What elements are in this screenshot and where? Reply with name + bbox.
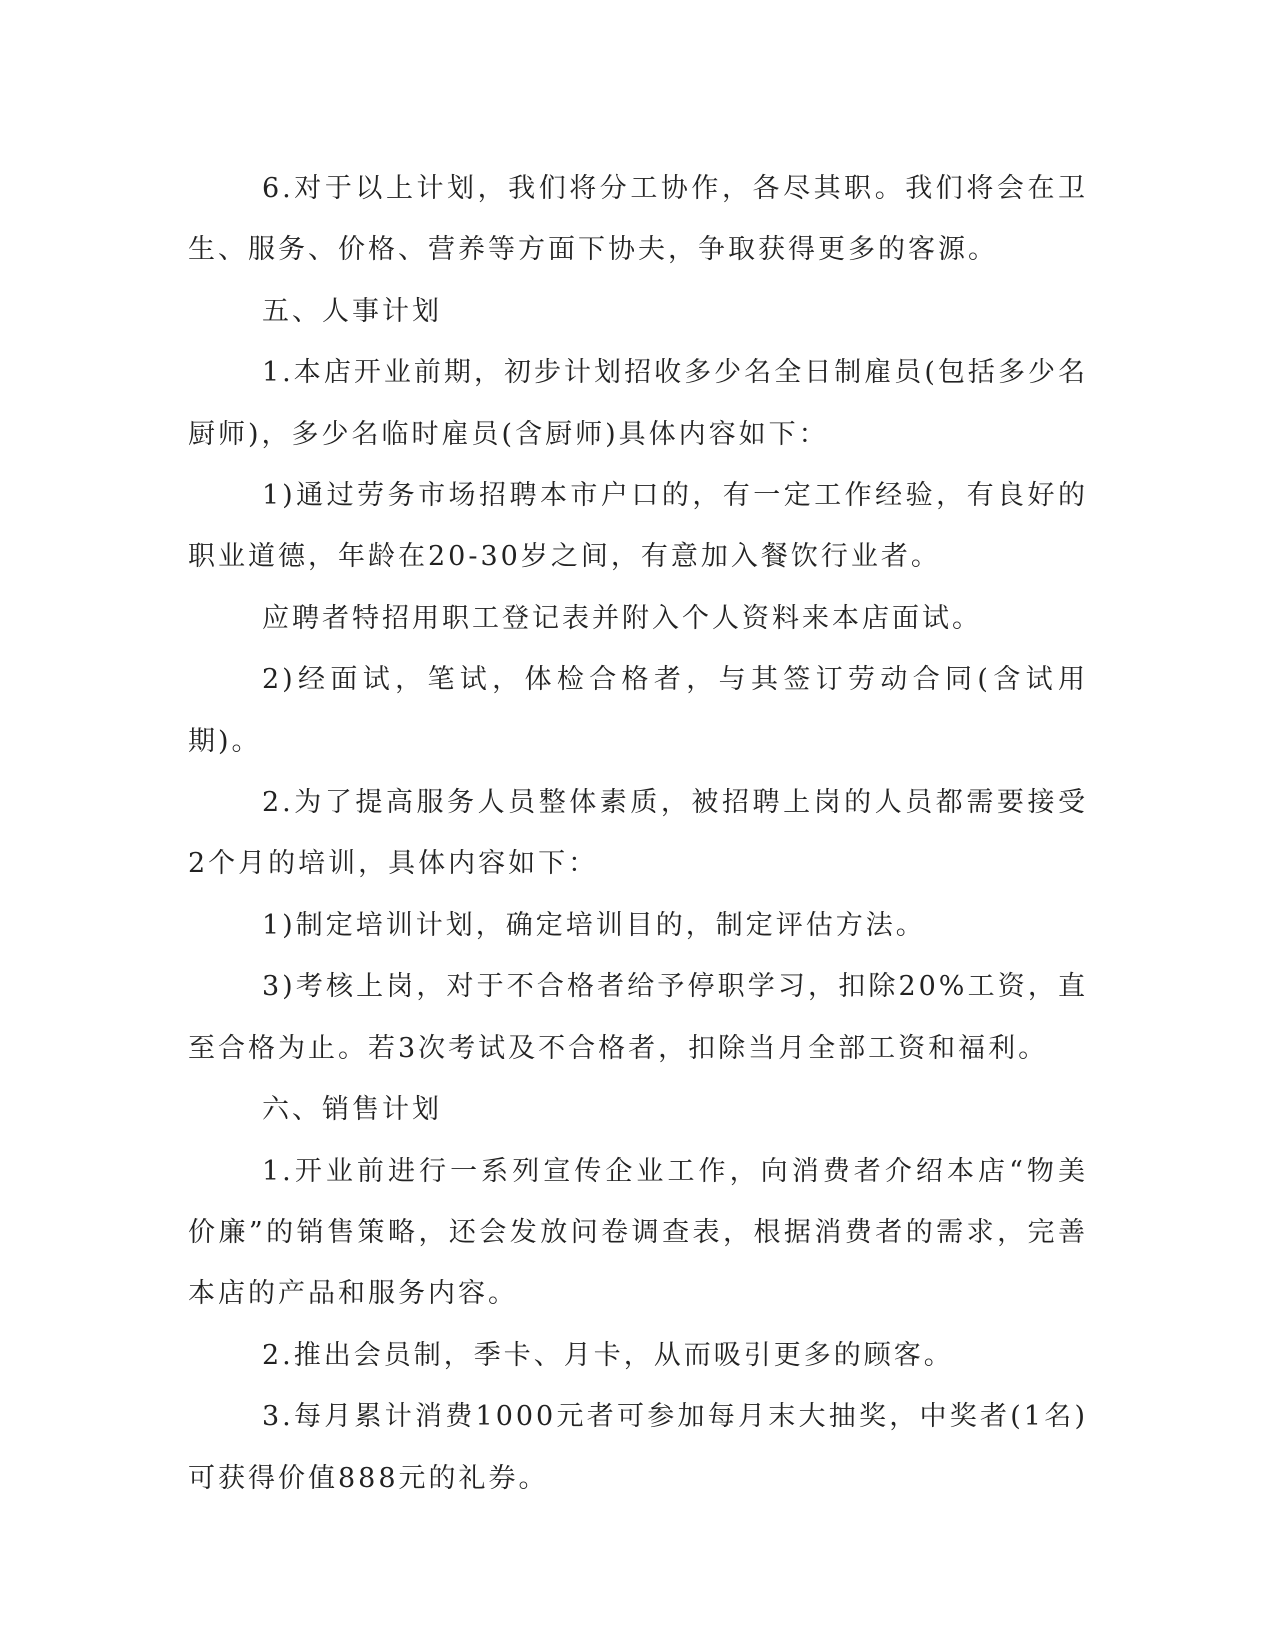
paragraph-labor-contract: 2)经面试，笔试，体检合格者，与其签订劳动合同(含试用期)。	[188, 664, 1088, 757]
paragraph-staff-cooperation: 6.对于以上计划，我们将分工协作，各尽其职。我们将会在卫生、服务、价格、营养等方面下协夫，争取获得更多的客源。	[188, 173, 1088, 266]
paragraph-lottery: 3.每月累计消费1000元者可参加每月末大抽奖，中奖者(1名)可获得价值888元的礼券。	[188, 1401, 1088, 1494]
paragraph-membership: 2.推出会员制，季卡、月卡，从而吸引更多的顾客。	[262, 1339, 954, 1371]
paragraph-assessment: 3)考核上岗，对于不合格者给予停职学习，扣除20%工资，直至合格为止。若3次考试及不合格者，扣除当月全部工资和福利。	[188, 971, 1088, 1064]
section-heading-personnel-plan: 五、人事计划	[262, 295, 442, 327]
paragraph-recruitment-criteria: 1)通过劳务市场招聘本市户口的，有一定工作经验，有良好的职业道德，年龄在20-30岁之间，有意加入餐饮行业者。	[188, 480, 1088, 573]
section-heading-sales-plan: 六、销售计划	[262, 1094, 442, 1126]
paragraph-recruitment-plan: 1.本店开业前期，初步计划招收多少名全日制雇员(包括多少名厨师)，多少名临时雇员(含厨师)具体内容如下：	[188, 357, 1088, 450]
paragraph-promotion: 1.开业前进行一系列宣传企业工作，向消费者介绍本店“物美价廉”的销售策略，还会发放问卷调查表，根据消费者的需求，完善本店的产品和服务内容。	[188, 1155, 1088, 1310]
paragraph-training-intro: 2.为了提高服务人员整体素质，被招聘上岗的人员都需要接受2个月的培训，具体内容如下：	[188, 787, 1088, 880]
paragraph-application-form: 应聘者特招用职工登记表并附入个人资料来本店面试。	[262, 602, 982, 634]
paragraph-training-plan: 1)制定培训计划，确定培训目的，制定评估方法。	[262, 909, 926, 941]
document-body	[188, 158, 1088, 1509]
